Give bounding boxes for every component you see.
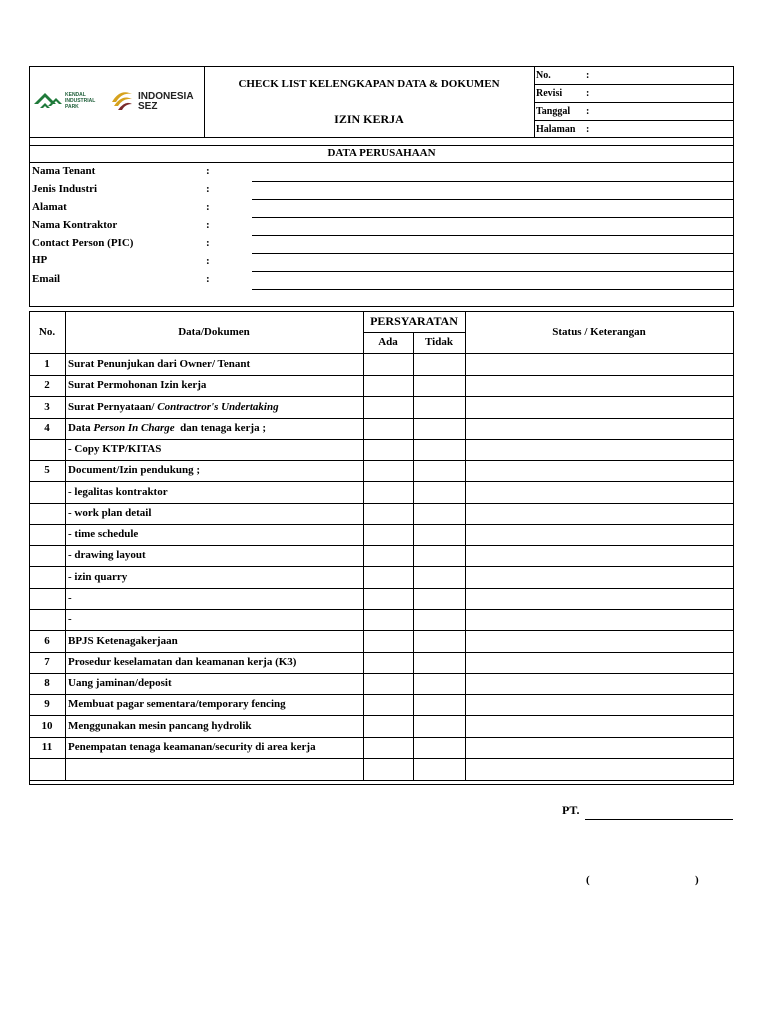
tidak-checkbox[interactable] <box>414 589 465 609</box>
field-alamat-label: Alamat <box>32 201 67 213</box>
logo-kendal-line-3: PARK <box>65 104 79 110</box>
signature-company-line <box>585 819 733 820</box>
ada-checkbox[interactable] <box>364 546 413 566</box>
row-document: Menggunakan mesin pancang hydrolik <box>68 720 252 732</box>
kendal-industrial-park-logo <box>34 86 106 114</box>
row-number: 7 <box>44 656 50 668</box>
ada-checkbox[interactable] <box>364 759 413 780</box>
row-number: 3 <box>44 401 50 413</box>
status-input[interactable] <box>466 674 733 694</box>
field-nama-kontraktor-label: Nama Kontraktor <box>32 219 118 231</box>
status-input[interactable] <box>466 546 733 566</box>
indonesia-sez-logo <box>110 86 206 114</box>
field-contact-person-label: Contact Person (PIC) <box>32 237 134 249</box>
meta-no-label: No. <box>536 70 551 81</box>
field-jenis-industri-sep: : <box>206 183 210 195</box>
nama-kontraktor-input[interactable] <box>252 218 733 235</box>
ada-checkbox[interactable] <box>364 461 413 481</box>
status-input[interactable] <box>466 419 733 439</box>
ada-checkbox[interactable] <box>364 695 413 715</box>
col-header-tidak: Tidak <box>425 336 453 348</box>
row-document: Document/Izin pendukung ; <box>68 464 201 476</box>
ada-checkbox[interactable] <box>364 376 413 396</box>
row-document: - izin quarry <box>68 571 128 583</box>
row-number: 8 <box>44 677 50 689</box>
company-section-title: DATA PERUSAHAAN <box>327 147 436 159</box>
signature-pt-label: PT. <box>562 803 580 817</box>
field-contact-person-sep: : <box>206 237 210 249</box>
document-title: CHECK LIST KELENGKAPAN DATA & DOKUMEN <box>238 78 500 90</box>
ada-checkbox[interactable] <box>364 631 413 652</box>
meta-halaman-label: Halaman <box>536 124 576 135</box>
ada-checkbox[interactable] <box>364 589 413 609</box>
tidak-checkbox[interactable] <box>414 354 465 375</box>
signature-company-input[interactable] <box>585 802 733 818</box>
status-input[interactable] <box>466 461 733 481</box>
status-input[interactable] <box>466 376 733 396</box>
row-number: 10 <box>41 720 53 732</box>
row-document: Surat Pernyataan/ Contractror's Undertaking <box>68 401 279 413</box>
tidak-checkbox[interactable] <box>414 759 465 780</box>
tidak-checkbox[interactable] <box>414 567 465 588</box>
jenis-industri-input[interactable] <box>252 182 733 199</box>
row-document: - work plan detail <box>68 507 152 519</box>
row-number: 11 <box>41 741 53 753</box>
row-document: - Copy KTP/KITAS <box>68 443 162 455</box>
row-document: - time schedule <box>68 528 139 540</box>
ada-checkbox[interactable] <box>364 504 413 524</box>
tidak-checkbox[interactable] <box>414 376 465 396</box>
row-document: Penempatan tenaga keamanan/security di area kerja <box>68 741 316 753</box>
row-document: Uang jaminan/deposit <box>68 677 172 689</box>
field-nama-kontraktor-sep: : <box>206 219 210 231</box>
col-header-ada: Ada <box>378 336 398 348</box>
alamat-input[interactable] <box>252 200 733 217</box>
field-hp-label: HP <box>32 254 48 266</box>
tidak-checkbox[interactable] <box>414 653 465 673</box>
status-input[interactable] <box>466 504 733 524</box>
ada-checkbox[interactable] <box>364 419 413 439</box>
status-input[interactable] <box>466 397 733 418</box>
tidak-checkbox[interactable] <box>414 397 465 418</box>
status-input[interactable] <box>466 610 733 630</box>
row-document: Surat Penunjukan dari Owner/ Tenant <box>68 358 251 370</box>
field-email-sep: : <box>206 273 210 285</box>
status-input[interactable] <box>466 695 733 715</box>
row-document: BPJS Ketenagakerjaan <box>68 635 178 647</box>
ada-checkbox[interactable] <box>364 525 413 545</box>
status-input[interactable] <box>466 653 733 673</box>
field-nama-tenant-sep: : <box>206 165 210 177</box>
status-input[interactable] <box>466 716 733 737</box>
meta-tanggal-sep: : <box>586 106 590 117</box>
row-number: 4 <box>44 422 50 434</box>
row-document: Data Person In Charge dan tenaga kerja ; <box>68 422 267 434</box>
tidak-checkbox[interactable] <box>414 504 465 524</box>
logo-sez-line-2: SEZ <box>138 101 158 112</box>
tidak-checkbox[interactable] <box>414 738 465 758</box>
tidak-checkbox[interactable] <box>414 631 465 652</box>
row-document: Membuat pagar sementara/temporary fencing <box>68 698 286 710</box>
ada-checkbox[interactable] <box>364 738 413 758</box>
field-nama-tenant-label: Nama Tenant <box>32 165 96 177</box>
status-input[interactable] <box>466 631 733 652</box>
tidak-checkbox[interactable] <box>414 461 465 481</box>
row-document: - legalitas kontraktor <box>68 486 168 498</box>
tidak-checkbox[interactable] <box>414 695 465 715</box>
signature-close-paren: ) <box>695 874 699 886</box>
row-document: - <box>68 592 72 604</box>
ada-checkbox[interactable] <box>364 354 413 375</box>
ada-checkbox[interactable] <box>364 716 413 737</box>
tidak-checkbox[interactable] <box>414 716 465 737</box>
row-number: 9 <box>44 698 50 710</box>
ada-checkbox[interactable] <box>364 567 413 588</box>
nama-tenant-input[interactable] <box>252 164 733 181</box>
hp-input[interactable] <box>252 254 733 271</box>
signature-name-input[interactable] <box>594 872 694 888</box>
ada-checkbox[interactable] <box>364 653 413 673</box>
field-alamat-sep: : <box>206 201 210 213</box>
field-hp-sep: : <box>206 255 210 267</box>
row-document: Surat Permohonan Izin kerja <box>68 379 207 391</box>
ada-checkbox[interactable] <box>364 397 413 418</box>
col-header-data-dokumen: Data/Dokumen <box>178 326 250 338</box>
tidak-checkbox[interactable] <box>414 419 465 439</box>
status-input[interactable] <box>466 482 733 503</box>
status-input[interactable] <box>466 525 733 545</box>
tidak-checkbox[interactable] <box>414 482 465 503</box>
ada-checkbox[interactable] <box>364 610 413 630</box>
status-input[interactable] <box>466 738 733 758</box>
ada-checkbox[interactable] <box>364 440 413 460</box>
logo-sez-line-1: INDONESIA <box>138 91 194 102</box>
row-document: - drawing layout <box>68 549 146 561</box>
row-number: 1 <box>44 358 50 370</box>
col-header-persyaratan: PERSYARATAN <box>370 314 458 328</box>
status-input[interactable] <box>466 567 733 588</box>
row-document: - <box>68 613 72 625</box>
tidak-checkbox[interactable] <box>414 610 465 630</box>
logo-kendal-line-1: KENDAL <box>65 92 86 98</box>
tidak-checkbox[interactable] <box>414 440 465 460</box>
field-email-label: Email <box>32 273 61 285</box>
tidak-checkbox[interactable] <box>414 546 465 566</box>
logo-kendal-line-2: INDUSTRIAL <box>65 98 96 104</box>
ada-checkbox[interactable] <box>364 674 413 694</box>
meta-no-sep: : <box>586 70 590 81</box>
field-jenis-industri-label: Jenis Industri <box>32 183 98 195</box>
meta-halaman-sep: : <box>586 124 590 135</box>
row-number: 6 <box>44 635 50 647</box>
status-input[interactable] <box>466 440 733 460</box>
status-input[interactable] <box>466 354 733 375</box>
row-document: Prosedur keselamatan dan keamanan kerja (K3) <box>68 656 297 668</box>
document-subtitle: IZIN KERJA <box>334 112 404 126</box>
tidak-checkbox[interactable] <box>414 674 465 694</box>
meta-revisi-label: Revisi <box>536 88 563 99</box>
meta-revisi-sep: : <box>586 88 590 99</box>
status-input[interactable] <box>466 589 733 609</box>
row-number: 5 <box>44 464 50 476</box>
status-input[interactable] <box>466 759 733 780</box>
signature-open-paren: ( <box>586 874 590 886</box>
tidak-checkbox[interactable] <box>414 525 465 545</box>
row-number: 2 <box>44 379 50 391</box>
ada-checkbox[interactable] <box>364 482 413 503</box>
meta-tanggal-label: Tanggal <box>536 106 571 117</box>
col-header-no: No. <box>38 326 56 338</box>
email-input[interactable] <box>252 272 733 289</box>
contact-person-input[interactable] <box>252 236 733 253</box>
col-header-status: Status / Keterangan <box>552 326 646 338</box>
